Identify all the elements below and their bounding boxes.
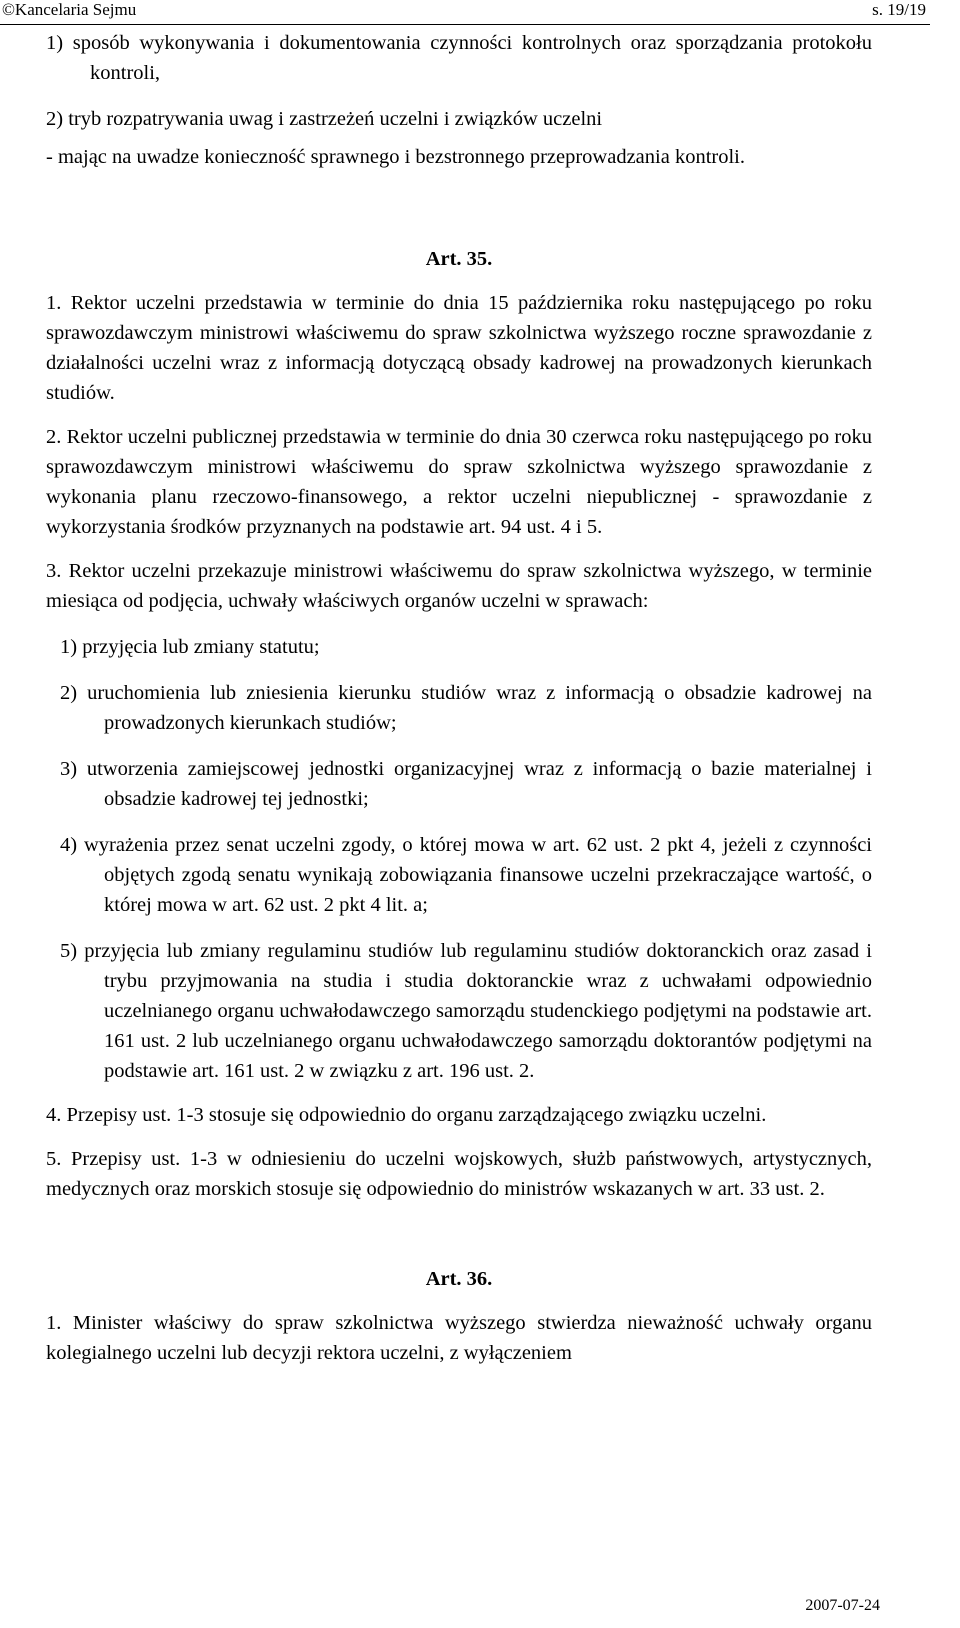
paragraph: - mając na uwadze konieczność sprawnego i bezstronnego przeprowadzania kontroli. (46, 146, 745, 168)
paragraph: 3. Rektor uczelni przekazuje ministrowi właściwemu do spraw szkolnictwa wyższego, w terminie miesiąca od podjęcia, uchwały właściwych organów uczelni w sprawach: (46, 560, 872, 612)
paragraph: 2. Rektor uczelni publicznej przedstawia w terminie do dnia 30 czerwca roku następującego po roku sprawozdawczym ministrowi właściwemu do spraw szkolnictwa wyższego sprawozdanie z wykonania planu rzeczowo-finansowego, a rektor uczelni niepublicznej - sprawozdanie z wykorzystania środków przyznanych na podstawie art. 94 ust. 4 i 5. (46, 426, 872, 538)
article-heading-35: Art. 35. (425, 248, 493, 270)
list-item: 2) tryb rozpatrywania uwag i zastrzeżeń uczelni i związków uczelni (46, 108, 603, 130)
page-header (0, 0, 930, 25)
list-item: 3) utworzenia zamiejscowej jednostki organizacyjnej wraz z informacją o bazie materialnej i obsadzie kadrowej tej jednostki; (60, 758, 872, 810)
paragraph: 5. Przepisy ust. 1-3 w odniesieniu do uczelni wojskowych, służb państwowych, artystycznych, medycznych oraz morskich stosuje się odpowiednio do ministrów wskazanych w art. 33 ust. 2. (46, 1148, 872, 1200)
list-item: 1) sposób wykonywania i dokumentowania czynności kontrolnych oraz sporządzania protokołu kontroli, (46, 32, 872, 84)
header-source: ©Kancelaria Sejmu (2, 0, 137, 19)
document-body (46, 26, 872, 1368)
header-page-number: s. 19/19 (872, 0, 926, 19)
paragraph: 1. Minister właściwy do spraw szkolnictwa wyższego stwierdza nieważność uchwały organu kolegialnego uczelni lub decyzji rektora uczelni, z wyłączeniem (46, 1312, 872, 1364)
list-item: 4) wyrażenia przez senat uczelni zgody, o której mowa w art. 62 ust. 2 pkt 4, jeżeli z czynności objętych zgodą senatu wynikają zobowiązania finansowe uczelni przekraczające wartość, o której mowa w art. 62 ust. 2 pkt 4 lit. a; (60, 834, 872, 916)
article-heading-36: Art. 36. (425, 1268, 493, 1290)
paragraph: 4. Przepisy ust. 1-3 stosuje się odpowiednio do organu zarządzającego związku uczelni. (46, 1104, 767, 1126)
list-item: 2) uruchomienia lub zniesienia kierunku studiów wraz z informacją o obsadzie kadrowej na prowadzonych kierunkach studiów; (60, 682, 872, 734)
footer-date: 2007-07-24 (805, 1597, 880, 1614)
point-list (60, 632, 872, 1086)
list-item: 1) przyjęcia lub zmiany statutu; (60, 636, 320, 658)
list-item: 5) przyjęcia lub zmiany regulaminu studiów lub regulaminu studiów doktoranckich oraz zasad i trybu przyjmowania na studia i studia doktoranckie wraz z uchwałami odpowiednio uczelnianego organu uchwałodawczego samorządu studenckiego podjętymi na podstawie art. 161 ust. 2 lub uczelnianego organu uchwałodawczego samorządu doktorantów podjętymi na podstawie art. 161 ust. 2 w związku z art. 196 ust. 2. (60, 940, 872, 1082)
paragraph: 1. Rektor uczelni przedstawia w terminie do dnia 15 października roku następującego po roku sprawozdawczym ministrowi właściwemu do spraw szkolnictwa wyższego roczne sprawozdanie z działalności uczelni wraz z informacją dotyczącą obsady kadrowej na prowadzonych kierunkach studiów. (46, 292, 872, 404)
